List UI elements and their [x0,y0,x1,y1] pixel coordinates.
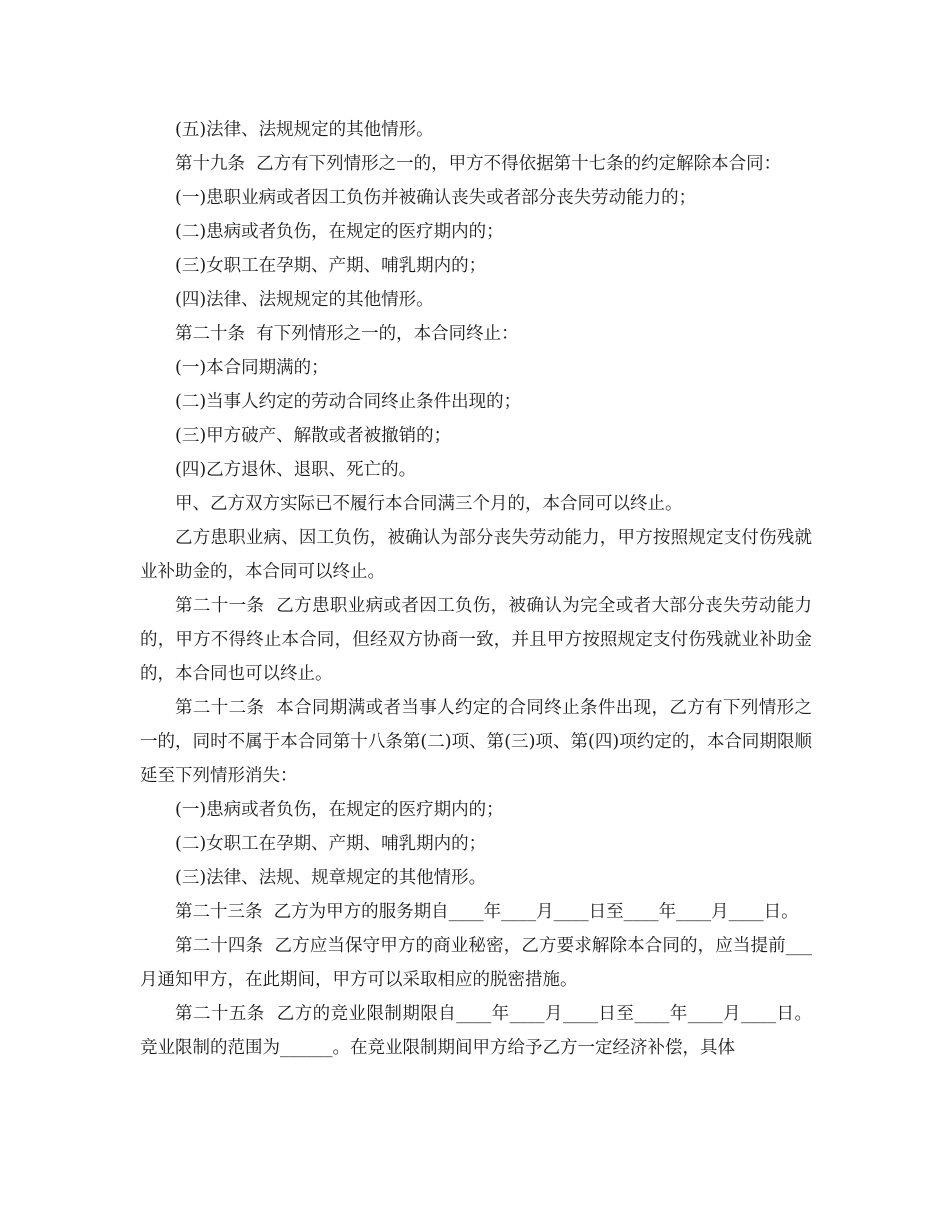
list-item: (四)乙方退休、退职、死亡的。 [175,460,417,480]
paragraph: (五)法律、法规规定的其他情形。 [175,120,434,140]
article-21: 第二十一条 乙方患职业病或者因工负伤，被确认为完全或者大部分丧失劳动能力的，甲方不得终止本合同，但经双方协商一致，并且甲方按照规定支付伤残就业补助金的，本合同也可以终止。 [140,596,812,684]
list-item: (三)女职工在孕期、产期、哺乳期内的； [175,256,487,276]
article-19-heading: 第十九条 乙方有下列情形之一的，甲方不得依据第十七条的约定解除本合同： [175,154,782,174]
list-item: (二)当事人约定的劳动合同终止条件出现的； [175,392,522,412]
list-item: (一)患职业病或者因工负伤并被确认丧失或者部分丧失劳动能力的； [175,188,697,208]
paragraph: 甲、乙方双方实际已不履行本合同满三个月的，本合同可以终止。 [175,494,683,514]
list-item: (一)本合同期满的； [175,358,329,378]
paragraph: 乙方患职业病、因工负伤，被确认为部分丧失劳动能力，甲方按照规定支付伤残就业补助金的，本合同可以终止。 [140,528,812,582]
article-20-heading: 第二十条 有下列情形之一的，本合同终止： [175,324,519,344]
article-25: 第二十五条 乙方的竞业限制期限自____年____月____日至____年____月____日。竞业限制的范围为______。在竞业限制期间甲方给予乙方一定经济补偿，具体 [140,1004,812,1058]
article-22: 第二十二条 本合同期满或者当事人约定的合同终止条件出现，乙方有下列情形之一的，同时不属于本合同第十八条第(二)项、第(三)项、第(四)项约定的，本合同期限顺延至下列情形消失： [140,698,812,786]
article-23: 第二十三条 乙方为甲方的服务期自____年____月____日至____年____月____日。 [175,902,799,922]
list-item: (二)患病或者负伤，在规定的医疗期内的； [175,222,504,242]
list-item: (一)患病或者负伤，在规定的医疗期内的； [175,800,504,820]
list-item: (三)甲方破产、解散或者被撤销的； [175,426,452,446]
list-item: (二)女职工在孕期、产期、哺乳期内的； [175,834,487,854]
document-body [140,113,812,1065]
article-24: 第二十四条 乙方应当保守甲方的商业秘密，乙方要求解除本合同的，应当提前___月通知甲方，在此期间，甲方可以采取相应的脱密措施。 [140,936,812,990]
list-item: (三)法律、法规、规章规定的其他情形。 [175,868,487,888]
list-item: (四)法律、法规规定的其他情形。 [175,290,434,310]
